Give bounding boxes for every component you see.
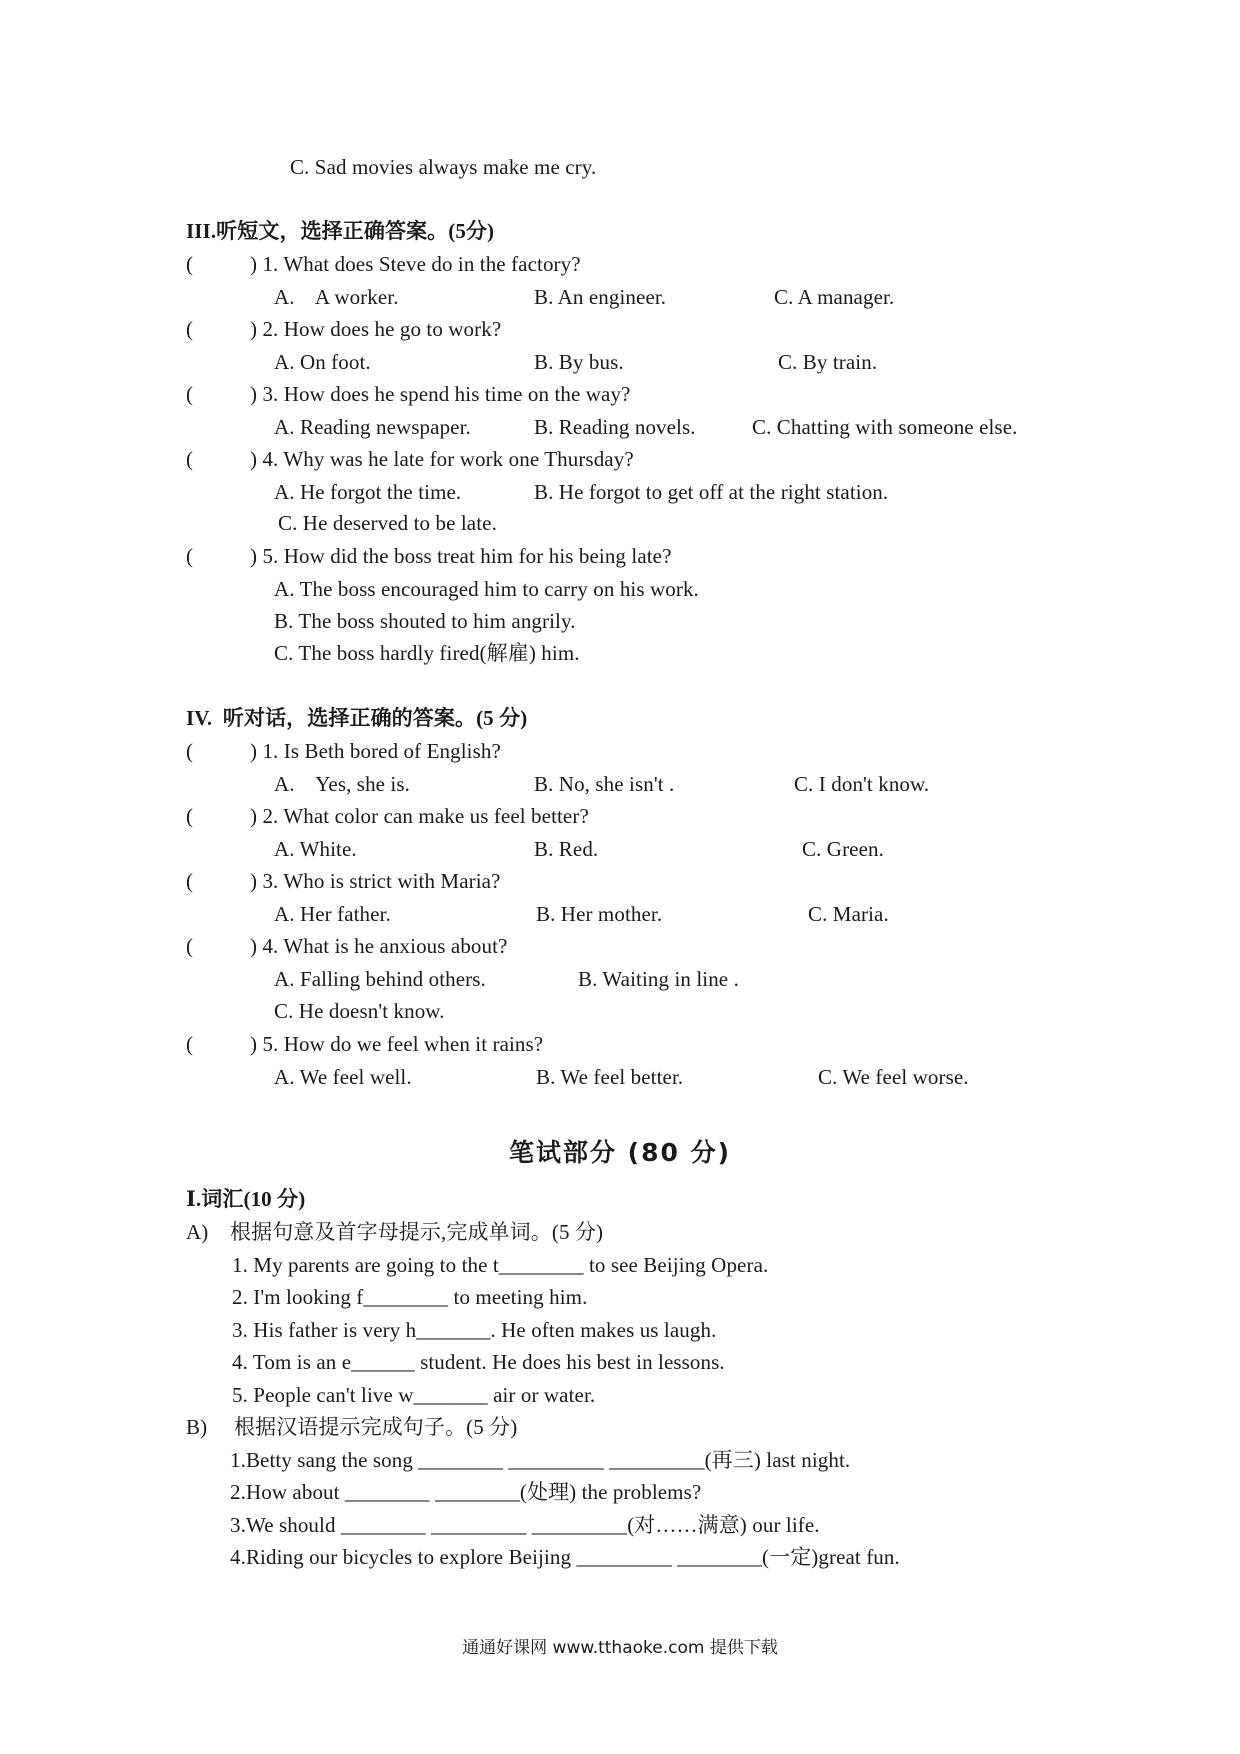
written-part-title: 笔试部分 (80 分) — [508, 1138, 732, 1167]
option-c: C. I don't know. — [794, 772, 930, 796]
question-text: ) 2. How does he go to work? — [250, 317, 502, 341]
translation-item: 3.We should ________ _________ _________(对……满意) our life. — [230, 1513, 820, 1537]
option-a: A. Reading newspaper. — [274, 415, 471, 439]
option-c-previous: C. Sad movies always make me cry. — [290, 155, 597, 179]
answer-paren: ( — [186, 804, 194, 828]
option-c: C. Chatting with someone else. — [752, 415, 1018, 439]
option-c: C. By train. — [778, 350, 878, 374]
option-b: B. The boss shouted to him angrily. — [274, 609, 576, 633]
translation-item: 1.Betty sang the song ________ _________ _________(再三) last night. — [230, 1448, 851, 1472]
part-b-label: B) — [186, 1415, 208, 1439]
option-b: B. Waiting in line . — [578, 967, 739, 991]
option-b: B. No, she isn't . — [534, 772, 675, 796]
question-text: ) 2. What color can make us feel better? — [250, 804, 589, 828]
fill-in-item: 3. His father is very h_______. He often makes us laugh. — [232, 1318, 717, 1342]
option-b: B. An engineer. — [534, 285, 667, 309]
answer-paren: ( — [186, 739, 194, 763]
option-a: A. Yes, she is. — [274, 772, 410, 796]
option-b: B. We feel better. — [536, 1065, 684, 1089]
answer-paren: ( — [186, 934, 194, 958]
answer-paren: ( — [186, 869, 194, 893]
option-a: A. We feel well. — [274, 1065, 412, 1089]
option-b: B. Red. — [534, 837, 599, 861]
option-c: C. He deserved to be late. — [278, 511, 497, 535]
vocab-heading: Ⅰ.词汇(10 分) — [186, 1187, 306, 1211]
question-text: ) 1. What does Steve do in the factory? — [250, 252, 581, 276]
fill-in-item: 4. Tom is an e______ student. He does his best in lessons. — [232, 1350, 725, 1374]
translation-item: 4.Riding our bicycles to explore Beijing _________ ________(一定)great fun. — [230, 1545, 900, 1569]
option-c: C. We feel worse. — [818, 1065, 969, 1089]
part-a-label: A) — [186, 1220, 209, 1244]
option-a: A. A worker. — [274, 285, 399, 309]
question-text: ) 3. Who is strict with Maria? — [250, 869, 501, 893]
part-a-instruction: 根据句意及首字母提示,完成单词。(5 分) — [230, 1220, 604, 1244]
answer-paren: ( — [186, 317, 194, 341]
option-c: C. He doesn't know. — [274, 999, 445, 1023]
option-b: B. By bus. — [534, 350, 624, 374]
option-a: A. The boss encouraged him to carry on his work. — [274, 577, 699, 601]
fill-in-item: 1. My parents are going to the t________ to see Beijing Opera. — [232, 1253, 769, 1277]
question-text: ) 5. How do we feel when it rains? — [250, 1032, 544, 1056]
option-a: A. Falling behind others. — [274, 967, 486, 991]
option-a: A. White. — [274, 837, 357, 861]
fill-in-item: 5. People can't live w_______ air or water. — [232, 1383, 596, 1407]
option-b: B. Her mother. — [536, 902, 663, 926]
option-a: A. Her father. — [274, 902, 391, 926]
option-c: C. The boss hardly fired(解雇) him. — [274, 641, 580, 665]
option-c: C. A manager. — [774, 285, 895, 309]
question-text: ) 1. Is Beth bored of English? — [250, 739, 501, 763]
question-text: ) 3. How does he spend his time on the way? — [250, 382, 631, 406]
translation-item: 2.How about ________ ________(处理) the problems? — [230, 1480, 702, 1504]
option-c: C. Green. — [802, 837, 884, 861]
option-a: A. On foot. — [274, 350, 371, 374]
answer-paren: ( — [186, 382, 194, 406]
question-text: ) 4. Why was he late for work one Thursday? — [250, 447, 634, 471]
option-c: C. Maria. — [808, 902, 889, 926]
option-b: B. He forgot to get off at the right station. — [534, 480, 889, 504]
page-footer: 通通好课网 www.tthaoke.com 提供下载 — [462, 1638, 778, 1658]
answer-paren: ( — [186, 252, 194, 276]
section4-heading: IV. 听对话，选择正确的答案。(5 分) — [186, 706, 528, 730]
answer-paren: ( — [186, 544, 194, 568]
question-text: ) 4. What is he anxious about? — [250, 934, 508, 958]
answer-paren: ( — [186, 1032, 194, 1056]
section3-heading: III.听短文，选择正确答案。(5分) — [186, 219, 495, 243]
question-text: ) 5. How did the boss treat him for his being late? — [250, 544, 672, 568]
option-a: A. He forgot the time. — [274, 480, 462, 504]
part-b-instruction: 根据汉语提示完成句子。(5 分) — [234, 1415, 518, 1439]
fill-in-item: 2. I'm looking f________ to meeting him. — [232, 1285, 588, 1309]
option-b: B. Reading novels. — [534, 415, 696, 439]
answer-paren: ( — [186, 447, 194, 471]
